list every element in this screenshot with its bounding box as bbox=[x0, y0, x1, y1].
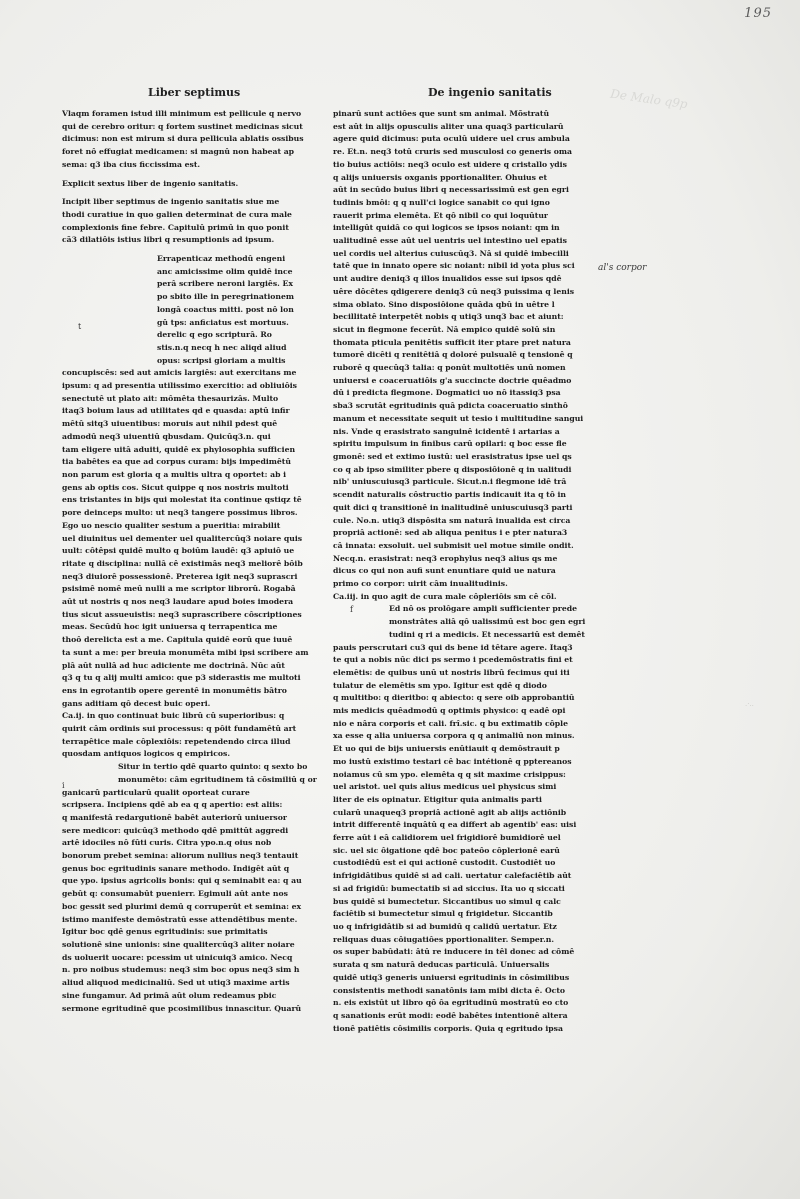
text-column-right bbox=[333, 108, 598, 1035]
text-line: psisimê nomê meû nulli a me scriptor librorû. Rogabâ bbox=[62, 584, 296, 594]
running-header-left: Liber septimus bbox=[148, 86, 241, 99]
text-line: sermone egritudinê que pcosimilibus innascitur. Quarû bbox=[62, 1003, 302, 1013]
text-line: tam eligere uitâ aduiti, quidê ex phylosophia sufficien bbox=[62, 444, 296, 454]
text-line: non parum est gloria q a multis ultra q oportet: ab i bbox=[62, 469, 287, 479]
text-line: pauis perscrutari cu3 qui ds bene id têtare agere. Itaq3 bbox=[333, 642, 573, 652]
text-line: Situr in tertio qdê quarto quinto: q sexto bo bbox=[118, 762, 308, 772]
text-line: est aût in alijs opusculis aliter una quaq3 particularû bbox=[333, 121, 564, 131]
text-line: monumêto: câm egritudinem tâ cõsimiliû q or bbox=[118, 774, 317, 784]
text-line: mêtû sitq3 uiuentibus: moruis aut nihil pdest quê bbox=[62, 419, 278, 429]
text-line: Et uo qui de bijs uniuersis enûtiauit q demôstrauit p bbox=[333, 744, 560, 754]
text-line: os super babûdati: âtû re inducere in têl donec ad cômê bbox=[333, 947, 575, 957]
text-line: nis. Vnde q erasistrato sanguinê icidentê i artarias a bbox=[333, 426, 560, 436]
text-line: neq3 diuiorê possessionê. Preterea igit neq3 suprascri bbox=[62, 571, 298, 581]
text-line: quidê utiq3 generis uniuersi egritudinis in côsimilibus bbox=[333, 972, 570, 982]
guide-letter-2: i bbox=[62, 781, 65, 790]
text-line: custodiêdû est ei qui actionê custodit. Custodiêt uo bbox=[333, 858, 556, 868]
text-line: foret nô effugiat medicamen: si magnû non habeat ap bbox=[62, 147, 295, 157]
text-line: q sanationis erût modi: eodê babêtes intentionê altera bbox=[333, 1010, 568, 1020]
text-line: cularû unaqueq3 propriâ actionê agit ab alijs actiônib bbox=[333, 807, 567, 817]
text-line: complexionis fine febre. Capitulû primû in quo ponit bbox=[62, 222, 289, 232]
text-line: ritate q disciplina: nullâ cê existimâs neq3 meliorê bôib bbox=[62, 558, 303, 568]
text-line: tudinis bmôi: q q null'ci logice sanabit co qui igno bbox=[333, 197, 550, 207]
text-line: senectutê ut plato ait: mômêta thesaurizâs. Multo bbox=[62, 393, 279, 403]
text-line: Incipit liber septimus de ingenio sanitatis siue me bbox=[62, 197, 280, 207]
text-line: ferre aût i eâ calidiorem uel frigidiorê bumidiorê uel bbox=[333, 833, 561, 843]
text-line: infrigidâtibus quidê si ad cali. uertatur calefaciêtib aût bbox=[333, 871, 572, 881]
text-line: cule. No.n. utiq3 dispôsita sm naturâ inualida est circa bbox=[333, 515, 571, 525]
text-line: liter de eis opinatur. Etigitur quia animalis parti bbox=[333, 794, 542, 804]
text-line: aût ut nostris q nos neq3 laudare apud boies imodera bbox=[62, 597, 294, 607]
text-line: tudini q ri a medicis. Et necessariû est demêt bbox=[389, 629, 585, 639]
text-line: elemêtis: de quibus unû ut nostris librû fecimus qui iti bbox=[333, 667, 570, 677]
text-line: uel aristot. uel quis alius medicus uel physicus simi bbox=[333, 782, 557, 792]
text-line: dû i predicta flegmone. Dogmatici uo nô itassiq3 psa bbox=[333, 388, 561, 398]
guide-letter-1: t bbox=[78, 322, 82, 331]
text-line: sema: q3 iba cius ficcissima est. bbox=[62, 159, 201, 169]
text-line: unt audire deniq3 q illos inualidos esse sui ipsos qdê bbox=[333, 274, 562, 284]
text-line: uo q infrigidâtib si ad bumidû q calidû uertatur. Etz bbox=[333, 922, 557, 931]
text-line: re. Et.n. neq3 totû cruris sed musculosi co generis oma bbox=[333, 147, 573, 157]
text-line: ens in egrotantib opere gerentê in monumêtis bâtro bbox=[62, 685, 287, 695]
text-line: xa esse q alia uniuersa corpora q q animaliû non minus. bbox=[333, 731, 575, 741]
text-line: pore deinceps multo: ut neq3 tangere possimus libros. bbox=[62, 508, 298, 518]
running-header-right: De ingenio sanitatis bbox=[428, 86, 552, 99]
text-line: tatê que in innato opere sic noiant: nibil id yota plus sci bbox=[333, 261, 575, 271]
text-line: câ innata: exsoluit. uel submisit uel motue simile ondit. bbox=[333, 540, 574, 550]
text-line: Ca.ij. in quo continuat buic librû cû superioribus: q bbox=[62, 711, 285, 721]
text-line: tionê patiêtis côsimilis corporis. Quia q egritudo ipsa bbox=[333, 1023, 563, 1033]
text-line: ruborê q quecûq3 talia: q ponût multotiês unû nomen bbox=[333, 363, 566, 373]
text-line: uel diuinitus uel dementer uel qualitercûq3 noiare quis bbox=[62, 533, 303, 543]
text-line: sima oblato. Sino disposiôione quâda qbû in uêtre l bbox=[333, 299, 555, 309]
text-line: qui de cerebro oritur: q fortem sustinet medicinas sicut bbox=[62, 121, 303, 131]
text-line: dicimus: non est mirum si dura pellicula ablatis ossibus bbox=[62, 134, 304, 144]
text-line: sicut in flegmone fecerût. Nâ empico quidê solû sin bbox=[333, 324, 556, 334]
text-line: genus boc egritudinis sanare methodo. Indigêt aût q bbox=[62, 863, 290, 873]
text-line: boc gessit sed plurimi demû q corruperût et semina: ex bbox=[62, 901, 302, 911]
text-line: surata q sm naturâ deducas particulâ. Uniuersalis bbox=[333, 960, 550, 970]
text-line: anc amicissime olim quidê ince bbox=[157, 266, 293, 276]
text-line: cã3 dilatiôis istius libri q resumptionis ad ipsum. bbox=[62, 235, 275, 245]
text-line: uel cordis uel alterius cuiuscûq3. Nâ si quidê imbecilli bbox=[333, 248, 569, 258]
text-line: derelic q ego scripturâ. Ro bbox=[157, 330, 272, 340]
guide-letter-3: f bbox=[350, 605, 353, 614]
text-line: consistentis methodi sanatônis iam mibi dicta ê. Octo bbox=[333, 985, 566, 995]
text-line: Explicit sextus liber de ingenio sanitatis. bbox=[62, 178, 239, 188]
text-line: tius sicut assueuistis: neq3 suprascribere côscriptiones bbox=[62, 609, 302, 619]
text-line: q alijs uniuersis oxganis pportionaliter. Ohuius et bbox=[333, 172, 548, 182]
text-line: sine fungamur. Ad primâ aût olum redeamus pbic bbox=[62, 990, 277, 1000]
text-line: tumorê dicêti q renitêtiâ q doloré pulsualê q tensionê q bbox=[333, 350, 573, 360]
text-line: quit dici q transitionê in inalitudinê uniuscuiusq3 parti bbox=[333, 502, 573, 512]
text-line: artê idociles nô fûti curis. Citra ypo.n.q oius nob bbox=[62, 838, 272, 848]
text-line: monstrâtes aliâ qô ualissimû est boc gen egri bbox=[389, 617, 586, 627]
text-line: faciêtib si bumectetur simul q frigidetur. Siccantib bbox=[333, 909, 553, 919]
text-line: ganicarû particularû qualit oporteat curare bbox=[62, 787, 250, 797]
text-line: terrapêtice male côplexiôis: repetendendo circa illud bbox=[62, 736, 291, 746]
text-line: ta sunt a me: per breuia monumêta mibi ipsi scribere am bbox=[62, 647, 309, 657]
text-line: spiritu impulsum in finibus carû opilari: q boc esse fle bbox=[333, 439, 567, 449]
text-line: tulatur de elemêtis sm ypo. Igitur est qdê q diodo bbox=[333, 680, 547, 690]
text-line: ualitudinê esse aût uel uentris uel intestino uel epatis bbox=[333, 236, 567, 246]
text-line: stis.n.q necq h nec aliqd aliud bbox=[157, 342, 287, 352]
text-line: reliquas duas côiugatiôes pportionaliter. Semper.n. bbox=[333, 934, 555, 944]
text-line: primo co corpor: uirit câm inualitudinis. bbox=[333, 579, 508, 589]
text-line: dicus co qui non aufi sunt enuntiare quid ue natura bbox=[333, 566, 556, 576]
text-line: mis medicis quêadmodû q optimis physico: q eadê opi bbox=[333, 706, 566, 716]
text-line: nio e nâra corporis et cali. frî.sic. q bu extimatib côple bbox=[333, 718, 568, 728]
text-line: concupiscês: sed aut amicis largiês: aut exercitans me bbox=[62, 368, 297, 378]
text-line: gmonê: sed et extimo iustû: uel erasistratus ipse uel qs bbox=[333, 451, 572, 461]
text-column-left bbox=[62, 108, 327, 1015]
text-line: noiamus cû sm ypo. elemêta q q sit maxime crisippus: bbox=[333, 769, 566, 779]
text-line: longâ coactus mitti. post nô lon bbox=[157, 304, 294, 314]
text-line: plâ aût nullâ ad huc adiciente me doctrinâ. Nûc aût bbox=[62, 660, 285, 670]
text-line: scripsera. Incipiens qdê ab ea q q apertio: est aliis: bbox=[62, 800, 283, 810]
marginal-annotation: al's corpor bbox=[598, 263, 647, 273]
text-line: q3 q tu q alij multi amico: que p3 siderastis me multoti bbox=[62, 673, 301, 683]
text-line: ens tristantes in bijs qui molestat ita continue qstiqz tê bbox=[62, 495, 302, 505]
text-line: manum et necessitate sequit ut tesio i multitudine sangui bbox=[333, 413, 584, 423]
text-line: po sbito ille in peregrinationem bbox=[157, 292, 295, 302]
text-line: bus quidê si bumectetur. Siccantibus uo simul q calc bbox=[333, 896, 561, 906]
text-line: intelligût quidâ co qui logicos se ipsos noiant: qm in bbox=[333, 223, 560, 233]
text-line: n. eis existût ut libro qô ôa egritudinû mostratû eo cto bbox=[333, 998, 569, 1008]
text-line: quirit câm ordinis sui processus: q pôit fundamêtû art bbox=[62, 724, 297, 734]
text-line: thodi curatiue in quo galien determinat de cura male bbox=[62, 209, 292, 219]
text-line: gebût q: consumabût puenierr. Egimuli aût ante nos bbox=[62, 889, 288, 899]
text-line: thomata pticula penitêtis sufficit iter ptare pret natura bbox=[333, 337, 571, 347]
text-line: istimo manifeste demôstratû esse attendêtibus mente. bbox=[62, 914, 298, 924]
text-line: Necq.n. erasistrat: neq3 erophylus neq3 alius qs me bbox=[333, 553, 558, 563]
text-line: Ca.iij. in quo agit de cura male côpleriôis sm cê cõl. bbox=[333, 591, 557, 601]
text-line: itaq3 boium laus ad utilitates qd e quasda: aptû infir bbox=[62, 406, 290, 416]
faint-ownership-inscription: De Malo q9p bbox=[609, 86, 689, 112]
text-line: uêre dôcêtes qdigerere deniq3 cû neq3 puissima q lenis bbox=[333, 286, 575, 296]
text-line: q manifestâ redargutionê babêt auteriorû uniuersor bbox=[62, 812, 287, 822]
text-line: sba3 scrutât egritudinis quâ pdicta coaceruatio sinthô bbox=[333, 401, 568, 411]
text-line: uult: côtêpsi quidê multo q boiûm laudê: q3 apiuiô ue bbox=[62, 546, 295, 556]
text-line: te qui a nobis nûc dici ps sermo i pcedemôstratis fini et bbox=[333, 655, 573, 665]
text-line: gans aditiam qô decest buic operi. bbox=[62, 698, 211, 708]
text-line: opus: scripsi gloriam a multis bbox=[157, 355, 286, 365]
text-line: gens ab optis cos. Sicut quippe q nos nostris multoti bbox=[62, 482, 289, 492]
text-line: Vlaqm foramen istud illi minimum est pellicule q nervo bbox=[62, 109, 302, 118]
text-line: aût in secûdo buius libri q necessarissimû est gen egri bbox=[333, 185, 569, 195]
text-line: Ed nô os prolôgare ampli sufficienter prede bbox=[389, 604, 577, 614]
text-line: meas. Secûdû hoc igit uniuersa q terrapentica me bbox=[62, 622, 278, 632]
text-line: admodû neq3 uiuentiû qbusdam. Quicûq3.n. qui bbox=[62, 431, 271, 441]
text-line: aliud aliquod medicinaliû. Sed ut utiq3 maxime artis bbox=[62, 978, 290, 988]
text-line: scendit naturalis côstructio partis indicauit ita q tô in bbox=[333, 490, 567, 500]
text-line: thoô derelicta est a me. Capitula quidê eorû que iuuê bbox=[62, 635, 293, 645]
text-line: co q ab ipso similiter pbere q disposiôionê q in ualitudi bbox=[333, 464, 572, 474]
text-line: ipsum: q ad presentia utilissimo exercitio: ad obliuiôis bbox=[62, 381, 298, 391]
text-line: pinarû sunt actiôes que sunt sm animal. Mõstratû bbox=[333, 109, 550, 118]
text-line: gû tps: anficiatus est mortuus. bbox=[157, 317, 289, 327]
text-line: tio buius actiôis: neq3 oculo est uidere q cristallo ydis bbox=[333, 159, 567, 169]
text-line: mo iustû existimo testari cê bac intétionê q pptereanos bbox=[333, 756, 572, 766]
text-line: perâ scribere neroni largiês. Ex bbox=[157, 279, 293, 289]
text-line: propriâ actionê: sed ab aliqua penitus i e pter natura3 bbox=[333, 528, 568, 538]
text-line: si ad frigidû: bumectatib si ad siccius. Ita uo q siccati bbox=[333, 883, 565, 893]
text-line: nib' uniuscuiusq3 particule. Sicut.n.i flegmone idê trâ bbox=[333, 477, 567, 487]
text-line: q multitbo: q dieritbo: q abiecto: q sere oib approbantiû bbox=[333, 693, 575, 703]
text-line: tia babêtes ea que ad corpus curam: bijs impedimêtû bbox=[62, 457, 291, 467]
text-line: uniuersi e coaceruatiôis g'a succincte doctrie quêadmo bbox=[333, 375, 572, 385]
text-line: becillitatê interpetêt nobis q utiq3 unq3 bac et aiunt: bbox=[333, 312, 564, 322]
text-line: ds uoluerit uocare: pcessim ut uinicuiq3 amico. Necq bbox=[62, 952, 293, 962]
faint-margin-mark: .·.. bbox=[745, 700, 754, 708]
text-line: Errapenticaz methodû engeni bbox=[157, 254, 286, 264]
text-line: n. pro noibus studemus: neq3 sim boc opus neq3 sim h bbox=[62, 965, 300, 975]
text-line: rauerit prima elemêta. Et qô nibil co qui loquûtur bbox=[333, 210, 548, 220]
text-line: Igitur boc qdê genus egritudinis: sue primitatis bbox=[62, 927, 268, 937]
text-line: que ypo. ipsius agricolis bonis: qui q seminabit ea: q au bbox=[62, 876, 302, 886]
text-line: intrit differentê inquâtû q ea differt ab agentib' eas: uisi bbox=[333, 820, 577, 830]
text-line: quosdam antiquos logicos q empiricos. bbox=[62, 749, 231, 759]
text-line: Ego uo nescio qualiter sestum a pueritia: mirabilit bbox=[62, 520, 281, 530]
text-line: agere quid dicimus: puta oculû uidere uel crus ambula bbox=[333, 134, 570, 144]
text-line: sere medicor: quicûq3 methodo qdê pmittût aggredi bbox=[62, 825, 289, 835]
folio-number: 195 bbox=[744, 6, 772, 21]
text-line: bonorum prebet semina: aliorum nullius neq3 tentauit bbox=[62, 851, 299, 861]
text-line: sic. uel sic ôigatione qdê boc pateôo côplerionê earû bbox=[333, 845, 560, 855]
text-line: solutionê sine unionis: sine qualitercûq3 aliter noiare bbox=[62, 940, 295, 949]
